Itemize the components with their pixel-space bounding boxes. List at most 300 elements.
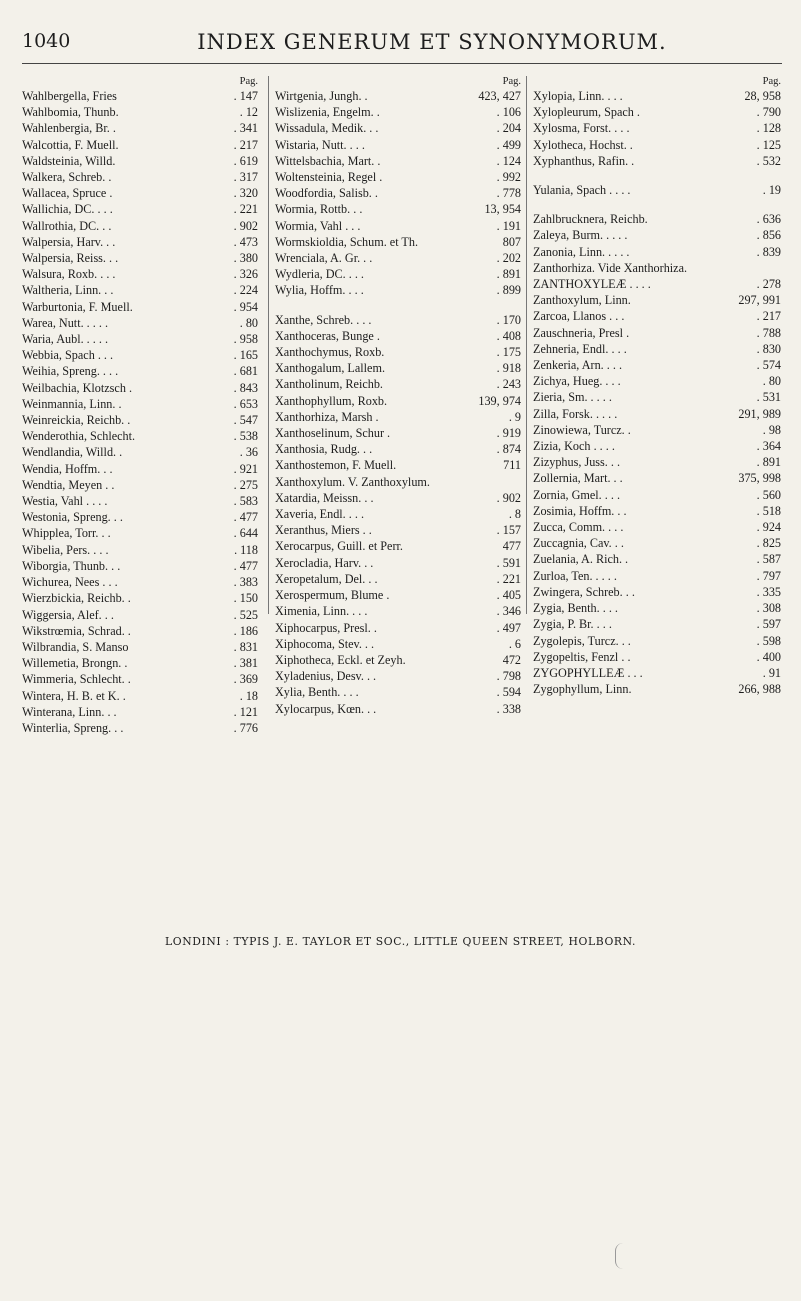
index-entry xyxy=(275,153,521,169)
page-reference: . 531 xyxy=(756,390,781,405)
page-reference: . 405 xyxy=(496,588,521,603)
page-reference: . 644 xyxy=(233,526,258,541)
page-reference: 291, 989 xyxy=(738,406,781,421)
genus-name: Xiphocoma, Stev. . . xyxy=(275,636,375,651)
page-reference: . 891 xyxy=(496,267,521,282)
page-reference: . 497 xyxy=(496,620,521,635)
genus-name: Weilbachia, Klotzsch . xyxy=(22,380,133,395)
genus-name: Wahlbomia, Thunb. xyxy=(22,105,119,120)
genus-name: Whipplea, Torr. . . xyxy=(22,526,111,541)
pag-label: Pag. xyxy=(239,76,258,87)
genus-name: Xanthoxylum. V. Zanthoxylum. xyxy=(275,474,430,489)
index-entry xyxy=(22,542,258,558)
index-entry xyxy=(275,328,521,344)
genus-name: Walkera, Schreb. . xyxy=(22,170,112,185)
page-reference: . 560 xyxy=(756,487,781,502)
index-entry xyxy=(533,389,781,405)
page-reference: . 317 xyxy=(233,170,258,185)
index-entry xyxy=(275,360,521,376)
page-reference: . 383 xyxy=(233,575,258,590)
genus-name: Wiggersia, Alef. . . xyxy=(22,607,114,622)
page-reference: . 308 xyxy=(756,601,781,616)
genus-name: Wendtia, Meyen . . xyxy=(22,477,115,492)
letter-section-gap xyxy=(533,198,781,211)
pag-label: Pag. xyxy=(502,76,521,87)
index-entry xyxy=(275,538,521,554)
genus-name: ZANTHOXYLEÆ . . . . xyxy=(533,277,651,292)
genus-name: Zollernia, Mart. . . xyxy=(533,471,623,486)
index-entry xyxy=(533,551,781,567)
genus-name: Woodfordia, Salisb. . xyxy=(275,186,378,201)
page-reference: . 891 xyxy=(756,455,781,470)
index-entry xyxy=(22,299,258,315)
page-reference: . 221 xyxy=(233,202,258,217)
printer-imprint: LONDINI : TYPIS J. E. TAYLOR ET SOC., LITTLE QUEEN STREET, HOLBORN. xyxy=(164,935,637,948)
index-entry xyxy=(22,331,258,347)
genus-name: Zosimia, Hoffm. . . xyxy=(533,503,627,518)
genus-name: Wahlbergella, Fries xyxy=(22,89,117,103)
page-reference: . 346 xyxy=(496,604,521,619)
genus-name: Xanthogalum, Lallem. xyxy=(275,361,385,376)
index-entry xyxy=(275,185,521,201)
page-reference: 375, 998 xyxy=(738,471,781,486)
page-reference: . 843 xyxy=(233,380,258,395)
index-entry xyxy=(533,422,781,438)
genus-name: Wislizenia, Engelm. . xyxy=(275,105,380,120)
index-entry xyxy=(275,701,521,717)
genus-name: Xylotheca, Hochst. . xyxy=(533,137,633,152)
index-entry xyxy=(275,603,521,619)
genus-name: Woltensteinia, Regel . xyxy=(275,170,383,185)
index-entry xyxy=(533,503,781,519)
index-entry xyxy=(275,652,521,668)
genus-name: Xyladenius, Desv. . . xyxy=(275,669,377,684)
genus-name: Warburtonia, F. Muell. xyxy=(22,299,133,314)
genus-name: Walpersia, Reiss. . . xyxy=(22,251,119,266)
genus-name: Xyphanthus, Rafin. . xyxy=(533,153,635,168)
page-reference: . 278 xyxy=(756,277,781,292)
page-reference: . 80 xyxy=(762,374,781,389)
genus-name: Zizyphus, Juss. . . xyxy=(533,455,621,470)
index-entry xyxy=(22,266,258,282)
index-entry xyxy=(533,633,781,649)
index-entry xyxy=(533,600,781,616)
genus-name: Xiphotheca, Eckl. et Zeyh. xyxy=(275,652,406,667)
index-entry xyxy=(533,308,781,324)
page-reference: . 547 xyxy=(233,413,258,428)
index-entry xyxy=(22,558,258,574)
page-reference: . 369 xyxy=(233,672,258,687)
genus-name: Xylia, Benth. . . . xyxy=(275,685,359,700)
page-reference: 139, 974 xyxy=(478,393,521,408)
page-reference: . 165 xyxy=(233,348,258,363)
index-entry xyxy=(22,396,258,412)
page-reference: . 175 xyxy=(496,345,521,360)
genus-name: Xanthostemon, F. Muell. xyxy=(275,458,397,473)
page-reference: . 477 xyxy=(233,510,258,525)
page-reference: . 341 xyxy=(233,121,258,136)
page-reference: . 525 xyxy=(233,607,258,622)
genus-name: Wallacea, Spruce . xyxy=(22,186,113,201)
index-entry xyxy=(533,292,781,308)
genus-name: Wichurea, Nees . . . xyxy=(22,575,118,590)
page-reference: . 147 xyxy=(233,89,258,103)
index-entry xyxy=(22,574,258,590)
index-entry xyxy=(22,639,258,655)
genus-name: Waria, Aubl. . . . . xyxy=(22,332,109,347)
page-reference: . 118 xyxy=(234,542,258,557)
page-edge-mark xyxy=(615,1243,626,1269)
index-entry xyxy=(533,120,781,136)
genus-name: Zurloa, Ten. . . . . xyxy=(533,568,617,583)
genus-name: Xerospermum, Blume . xyxy=(275,588,390,603)
page-reference: . 532 xyxy=(756,153,781,168)
index-entry xyxy=(22,607,258,623)
genus-name: Zahlbrucknera, Reichb. xyxy=(533,212,648,227)
index-entry xyxy=(275,555,521,571)
page-reference: . 217 xyxy=(756,309,781,324)
index-entry xyxy=(22,153,258,169)
genus-name: Xanthorhiza, Marsh . xyxy=(275,409,379,424)
index-entry xyxy=(533,88,781,104)
genus-name: Zuccagnia, Cav. . . xyxy=(533,536,624,551)
genus-name: Zinowiewa, Turcz. . xyxy=(533,422,631,437)
genus-name: Wiborgia, Thunb. . . xyxy=(22,558,121,573)
genus-name: Ximenia, Linn. . . . xyxy=(275,604,368,619)
genus-name: Wendia, Hoffm. . . xyxy=(22,461,113,476)
index-entry xyxy=(22,234,258,250)
index-entry xyxy=(533,568,781,584)
index-entry xyxy=(533,325,781,341)
index-entry xyxy=(275,104,521,120)
index-entry xyxy=(275,344,521,360)
page-reference: . 217 xyxy=(233,137,258,152)
index-entry xyxy=(275,218,521,234)
index-entry xyxy=(22,412,258,428)
page-reference: . 124 xyxy=(496,153,521,168)
index-entry xyxy=(533,616,781,632)
index-entry xyxy=(533,260,781,276)
genus-name: Xylosma, Forst. . . . xyxy=(533,121,630,136)
page-reference: . 597 xyxy=(756,617,781,632)
page-reference: . 874 xyxy=(496,442,521,457)
page-reference: . 186 xyxy=(233,623,258,638)
genus-name: Zilla, Forsk. . . . . xyxy=(533,406,618,421)
page-reference: 477 xyxy=(502,539,521,554)
index-entry xyxy=(533,341,781,357)
genus-name: Xeranthus, Miers . . xyxy=(275,523,372,538)
page-reference: . 326 xyxy=(233,267,258,282)
letter-section-gap xyxy=(275,299,521,312)
index-entry xyxy=(533,665,781,681)
page-reference: . 899 xyxy=(496,283,521,298)
index-entry xyxy=(275,312,521,328)
genus-name: Zichya, Hueg. . . . xyxy=(533,374,621,389)
index-entry xyxy=(22,461,258,477)
header-rule xyxy=(22,63,782,64)
genus-name: Zenkeria, Arn. . . . xyxy=(533,358,623,373)
index-entry xyxy=(275,490,521,506)
genus-name: Zygolepis, Turcz. . . xyxy=(533,633,631,648)
index-entry xyxy=(275,474,521,490)
page-reference: . 921 xyxy=(233,461,258,476)
page-reference: 13, 954 xyxy=(484,202,521,217)
genus-name: Yulania, Spach . . . . xyxy=(533,183,631,198)
page-reference xyxy=(518,474,521,490)
genus-name: Zanthorhiza. Vide Xanthorhiza. xyxy=(533,260,688,275)
index-entry xyxy=(22,444,258,460)
page-reference: . 8 xyxy=(508,507,521,522)
page-reference: . 653 xyxy=(233,396,258,411)
genus-name: Walpersia, Harv. . . xyxy=(22,234,116,249)
genus-name: Westonia, Spreng. . . xyxy=(22,510,123,525)
index-entry xyxy=(22,315,258,331)
page-reference: . 825 xyxy=(756,536,781,551)
page-reference: . 320 xyxy=(233,186,258,201)
index-entry xyxy=(22,88,258,104)
genus-name: Wylia, Hoffm. . . . xyxy=(275,283,364,298)
page-reference: . 380 xyxy=(233,251,258,266)
index-entry xyxy=(22,201,258,217)
index-entry xyxy=(275,425,521,441)
page-reference: 711 xyxy=(503,458,521,473)
genus-name: Xiphocarpus, Presl. . xyxy=(275,620,377,635)
index-entry xyxy=(533,227,781,243)
genus-name: Xatardia, Meissn. . . xyxy=(275,490,374,505)
index-entry xyxy=(533,438,781,454)
index-entry xyxy=(275,441,521,457)
page-reference: 266, 988 xyxy=(738,682,781,697)
page-header xyxy=(22,30,782,60)
genus-name: Westia, Vahl . . . . xyxy=(22,494,108,509)
genus-name: Wissadula, Medik. . . xyxy=(275,121,379,136)
genus-name: Wallichia, DC. . . . xyxy=(22,202,113,217)
genus-name: Zucca, Comm. . . . xyxy=(533,520,624,535)
index-entry xyxy=(275,409,521,425)
page-reference: . 338 xyxy=(496,701,521,716)
index-entry xyxy=(22,688,258,704)
genus-name: Zanonia, Linn. . . . . xyxy=(533,244,630,259)
pag-label: Pag. xyxy=(762,76,781,87)
index-entry xyxy=(533,454,781,470)
index-entry xyxy=(22,525,258,541)
index-entry xyxy=(275,457,521,473)
index-entry xyxy=(533,649,781,665)
genus-name: Xanthe, Schreb. . . . xyxy=(275,312,372,327)
genus-name: Weinreickia, Reichb. . xyxy=(22,413,131,428)
index-entry xyxy=(533,276,781,292)
genus-name: Xylopleurum, Spach . xyxy=(533,105,640,120)
genus-name: Xanthoselinum, Schur . xyxy=(275,426,391,441)
genus-name: Weihia, Spreng. . . . xyxy=(22,364,119,379)
index-entry xyxy=(533,104,781,120)
page-reference: . 477 xyxy=(233,558,258,573)
genus-name: Zaleya, Burm. . . . . xyxy=(533,228,628,243)
index-entry xyxy=(275,169,521,185)
page-reference: . 121 xyxy=(233,704,258,719)
genus-name: Xanthoceras, Bunge . xyxy=(275,328,380,343)
genus-name: Zizia, Koch . . . . xyxy=(533,439,615,454)
index-entry xyxy=(22,282,258,298)
page-reference: . 224 xyxy=(233,283,258,298)
genus-name: Warea, Nutt. . . . . xyxy=(22,315,108,330)
page-reference: . 191 xyxy=(496,218,521,233)
page-reference: . 150 xyxy=(233,591,258,606)
genus-name: Wormia, Vahl . . . xyxy=(275,218,361,233)
page-reference: . 918 xyxy=(496,361,521,376)
index-entry xyxy=(275,137,521,153)
letter-section-gap xyxy=(533,169,781,182)
genus-name: Waldsteinia, Willd. xyxy=(22,153,116,168)
page-title: INDEX GENERUM ET SYNONYMORUM. xyxy=(197,30,667,54)
index-entry xyxy=(533,487,781,503)
page-reference: . 275 xyxy=(233,477,258,492)
page-reference: . 9 xyxy=(508,409,521,424)
genus-name: Wintera, H. B. et K. . xyxy=(22,688,126,703)
page-reference: . 12 xyxy=(239,105,258,120)
index-entry xyxy=(275,571,521,587)
genus-name: Wormskioldia, Schum. et Th. xyxy=(275,234,418,249)
page-reference: 28, 958 xyxy=(744,89,781,103)
genus-name: Xylopia, Linn. . . . xyxy=(533,89,623,103)
index-entry xyxy=(533,584,781,600)
page-reference: . 788 xyxy=(756,325,781,340)
index-entry xyxy=(533,519,781,535)
page-reference: . 924 xyxy=(756,520,781,535)
page-reference: . 992 xyxy=(496,170,521,185)
genus-name: Zornia, Gmel. . . . xyxy=(533,487,620,502)
genus-name: Zieria, Sm. . . . . xyxy=(533,390,612,405)
page-reference: . 958 xyxy=(233,332,258,347)
page-reference: . 790 xyxy=(756,105,781,120)
index-entry xyxy=(275,88,521,104)
genus-name: Zuelania, A. Rich. . xyxy=(533,552,629,567)
page-reference: . 831 xyxy=(233,639,258,654)
page-reference: . 591 xyxy=(496,555,521,570)
page-reference: . 6 xyxy=(508,636,521,651)
genus-name: Willemetia, Brongn. . xyxy=(22,656,128,671)
index-column-1 xyxy=(22,76,258,736)
index-entry xyxy=(22,120,258,136)
genus-name: ZYGOPHYLLEÆ . . . xyxy=(533,665,643,680)
page-reference: . 408 xyxy=(496,328,521,343)
page-reference: . 598 xyxy=(756,633,781,648)
index-entry xyxy=(22,380,258,396)
index-entry xyxy=(275,201,521,217)
page-reference: . 681 xyxy=(233,364,258,379)
page-reference: . 106 xyxy=(496,105,521,120)
index-entry xyxy=(275,250,521,266)
page-reference: . 473 xyxy=(233,234,258,249)
page-reference: . 636 xyxy=(756,212,781,227)
page-reference: . 538 xyxy=(233,429,258,444)
page-reference: . 797 xyxy=(756,568,781,583)
index-entry xyxy=(22,590,258,606)
index-entry xyxy=(275,522,521,538)
index-entry xyxy=(22,137,258,153)
page-reference: . 98 xyxy=(762,422,781,437)
index-entry xyxy=(275,282,521,298)
page-reference: . 80 xyxy=(239,315,258,330)
genus-name: Xylocarpus, Kœn. . . xyxy=(275,701,377,716)
index-entry xyxy=(533,244,781,260)
genus-name: Xaveria, Endl. . . . xyxy=(275,507,365,522)
index-entry xyxy=(275,234,521,250)
genus-name: Xanthosia, Rudg. . . xyxy=(275,442,373,457)
genus-name: Winterlia, Spreng. . . xyxy=(22,720,124,735)
genus-name: Wibelia, Pers. . . . xyxy=(22,542,109,557)
genus-name: Webbia, Spach . . . xyxy=(22,348,114,363)
index-entry xyxy=(275,506,521,522)
index-entry xyxy=(22,623,258,639)
page-reference: . 19 xyxy=(762,183,781,198)
genus-name: Xantholinum, Reichb. xyxy=(275,377,383,392)
page-reference: . 364 xyxy=(756,439,781,454)
index-entry xyxy=(533,406,781,422)
page-reference: . 778 xyxy=(496,186,521,201)
page-reference: 297, 991 xyxy=(738,293,781,308)
genus-name: Wittelsbachia, Mart. . xyxy=(275,153,381,168)
index-entry xyxy=(22,185,258,201)
page-number: 1040 xyxy=(22,30,71,52)
genus-name: Zygia, P. Br. . . . xyxy=(533,617,612,632)
genus-name: Wirtgenia, Jungh. . xyxy=(275,89,368,103)
page-reference: . 128 xyxy=(756,121,781,136)
index-entry xyxy=(533,357,781,373)
index-entry xyxy=(22,428,258,444)
page-reference: 807 xyxy=(502,234,521,249)
page-reference: . 335 xyxy=(756,584,781,599)
genus-name: Zehneria, Endl. . . . xyxy=(533,341,627,356)
genus-name: Weinmannia, Linn. . xyxy=(22,396,122,411)
genus-name: Xeropetalum, Del. . . xyxy=(275,571,378,586)
page-reference: 472 xyxy=(502,652,521,667)
genus-name: Wormia, Rottb. . . xyxy=(275,202,363,217)
genus-name: Zauschneria, Presl . xyxy=(533,325,630,340)
page-reference: . 902 xyxy=(233,218,258,233)
page-reference: . 798 xyxy=(496,669,521,684)
index-entry xyxy=(533,681,781,697)
page-reference: . 202 xyxy=(496,251,521,266)
page-reference: . 157 xyxy=(496,523,521,538)
index-entry xyxy=(533,153,781,169)
page-reference: . 400 xyxy=(756,649,781,664)
genus-name: Wikstrœmia, Schrad. . xyxy=(22,623,131,638)
index-entry xyxy=(533,137,781,153)
genus-name: Zygophyllum, Linn. xyxy=(533,682,632,697)
page-reference: . 518 xyxy=(756,503,781,518)
index-entry xyxy=(22,104,258,120)
index-entry xyxy=(22,704,258,720)
page-reference: . 594 xyxy=(496,685,521,700)
genus-name: Zanthoxylum, Linn. xyxy=(533,293,631,308)
index-entry xyxy=(275,266,521,282)
index-entry xyxy=(22,509,258,525)
genus-name: Wistaria, Nutt. . . . xyxy=(275,137,365,152)
page-reference: . 125 xyxy=(756,137,781,152)
index-entry xyxy=(22,655,258,671)
page-reference: . 91 xyxy=(762,665,781,680)
index-entry xyxy=(275,393,521,409)
index-entry xyxy=(22,218,258,234)
index-entry xyxy=(22,363,258,379)
genus-name: Wendlandia, Willd. . xyxy=(22,445,123,460)
index-entry xyxy=(22,720,258,736)
index-entry xyxy=(533,470,781,486)
index-entry xyxy=(275,668,521,684)
genus-name: Wydleria, DC. . . . xyxy=(275,267,364,282)
index-entry xyxy=(275,120,521,136)
